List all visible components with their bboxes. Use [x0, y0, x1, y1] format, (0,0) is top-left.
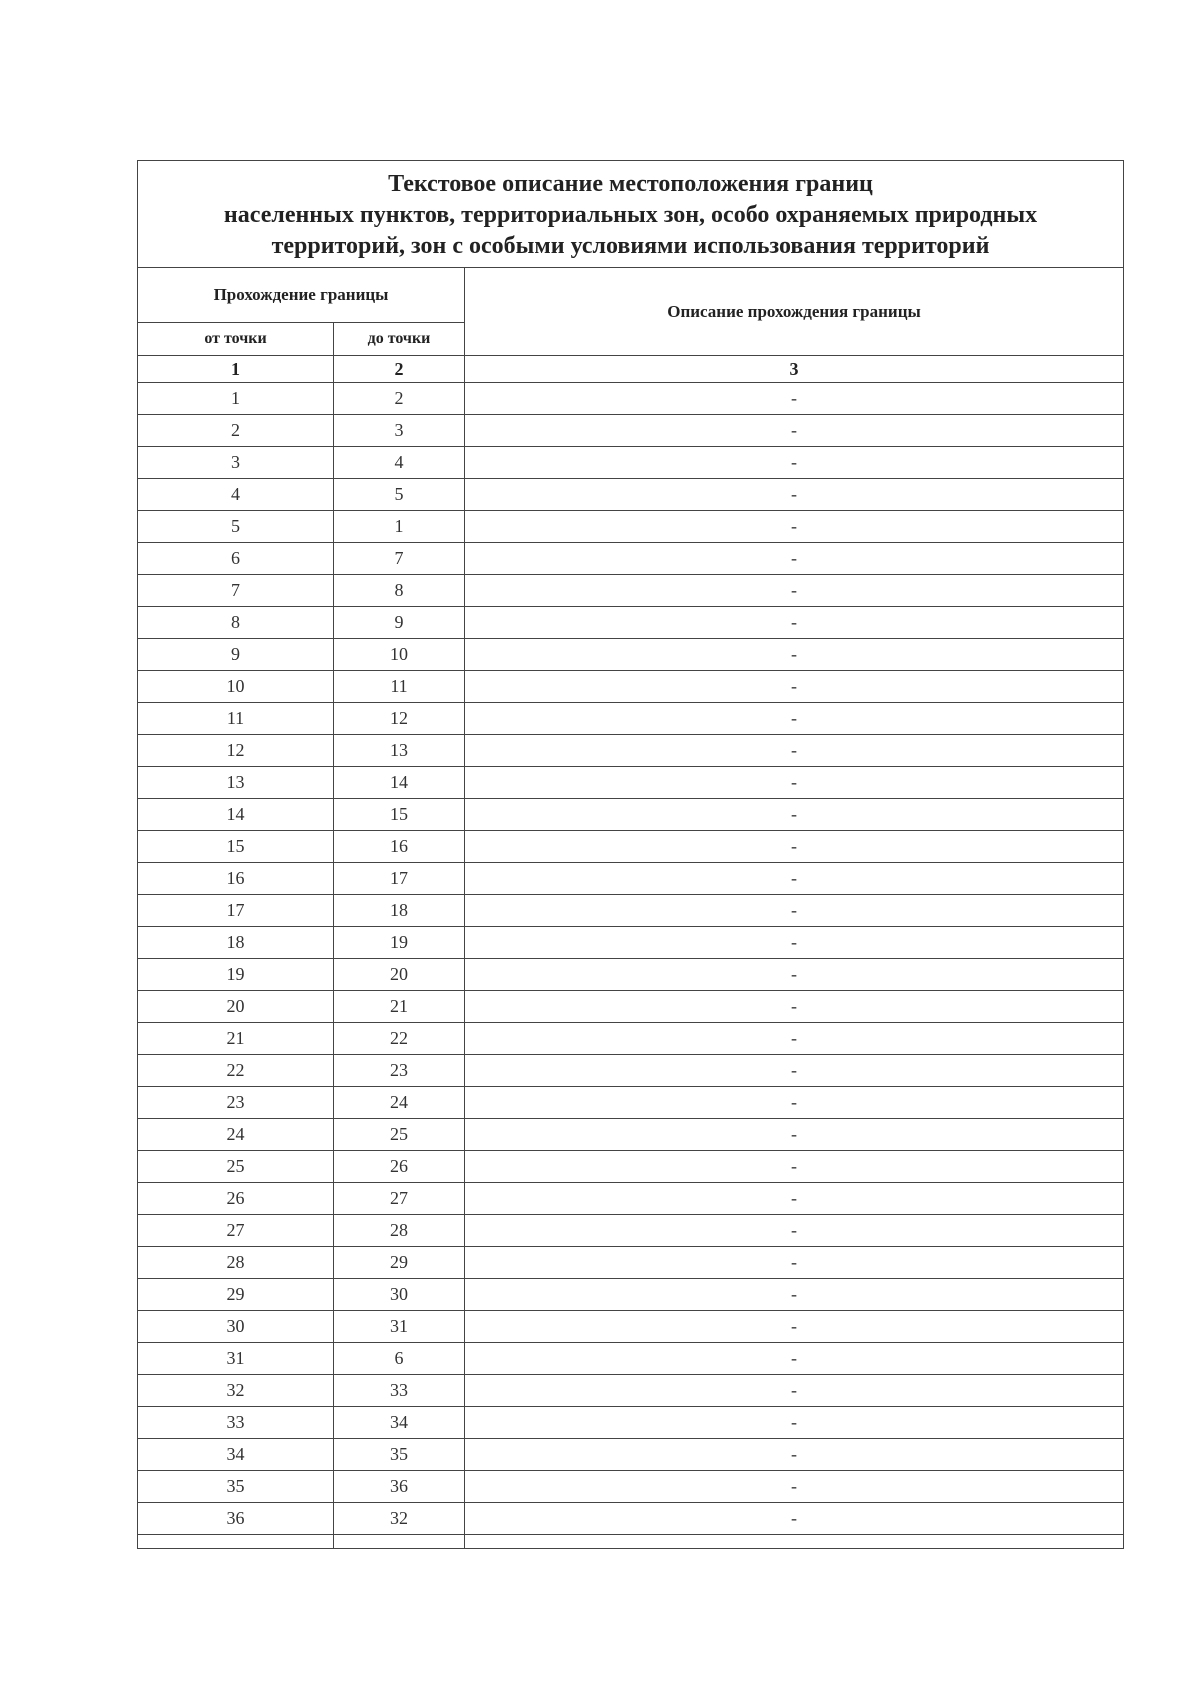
description-cell: -	[465, 543, 1124, 575]
from-point-cell: 20	[138, 991, 334, 1023]
description-cell: -	[465, 767, 1124, 799]
to-point-cell: 2	[334, 383, 465, 415]
to-point-cell: 25	[334, 1119, 465, 1151]
description-cell: -	[465, 799, 1124, 831]
to-point-cell: 16	[334, 831, 465, 863]
to-point-cell: 3	[334, 415, 465, 447]
header-boundary-passage: Прохождение границы	[138, 268, 465, 323]
to-point-cell: 26	[334, 1151, 465, 1183]
from-point-cell: 2	[138, 415, 334, 447]
to-point-cell: 12	[334, 703, 465, 735]
from-point-cell: 17	[138, 895, 334, 927]
description-cell: -	[465, 479, 1124, 511]
empty-row	[138, 1535, 1124, 1549]
to-point-cell: 33	[334, 1375, 465, 1407]
table-row	[138, 767, 1124, 799]
to-point-cell: 8	[334, 575, 465, 607]
from-point-cell: 16	[138, 863, 334, 895]
description-cell: -	[465, 511, 1124, 543]
column-number: 3	[465, 356, 1124, 383]
description-cell: -	[465, 1183, 1124, 1215]
to-point-cell: 34	[334, 1407, 465, 1439]
description-cell: -	[465, 895, 1124, 927]
from-point-cell: 36	[138, 1503, 334, 1535]
from-point-cell: 34	[138, 1439, 334, 1471]
description-cell: -	[465, 1343, 1124, 1375]
description-cell: -	[465, 607, 1124, 639]
description-cell: -	[465, 1087, 1124, 1119]
to-point-cell: 29	[334, 1247, 465, 1279]
to-point-cell: 17	[334, 863, 465, 895]
description-cell: -	[465, 447, 1124, 479]
table-row	[138, 607, 1124, 639]
from-point-cell: 27	[138, 1215, 334, 1247]
to-point-cell: 9	[334, 607, 465, 639]
to-point-cell: 20	[334, 959, 465, 991]
table-row	[138, 927, 1124, 959]
table-row	[138, 639, 1124, 671]
description-cell: -	[465, 1311, 1124, 1343]
from-point-cell: 13	[138, 767, 334, 799]
to-point-cell: 30	[334, 1279, 465, 1311]
description-cell: -	[465, 1215, 1124, 1247]
from-point-cell: 1	[138, 383, 334, 415]
table-row	[138, 447, 1124, 479]
header-to-point: до точки	[334, 323, 465, 356]
from-point-cell: 35	[138, 1471, 334, 1503]
column-number: 2	[334, 356, 465, 383]
description-cell: -	[465, 831, 1124, 863]
table-row	[138, 1343, 1124, 1375]
table-title	[138, 161, 1124, 268]
table-row	[138, 1215, 1124, 1247]
description-cell: -	[465, 1151, 1124, 1183]
to-point-cell: 36	[334, 1471, 465, 1503]
from-point-cell: 18	[138, 927, 334, 959]
from-point-cell: 30	[138, 1311, 334, 1343]
from-point-cell: 8	[138, 607, 334, 639]
table-row	[138, 383, 1124, 415]
to-point-cell: 4	[334, 447, 465, 479]
to-point-cell: 22	[334, 1023, 465, 1055]
from-point-cell: 10	[138, 671, 334, 703]
description-cell: -	[465, 1439, 1124, 1471]
description-cell: -	[465, 703, 1124, 735]
description-cell: -	[465, 575, 1124, 607]
to-point-cell: 31	[334, 1311, 465, 1343]
table-row	[138, 991, 1124, 1023]
to-point-cell: 5	[334, 479, 465, 511]
description-cell: -	[465, 959, 1124, 991]
from-point-cell: 31	[138, 1343, 334, 1375]
to-point-cell: 23	[334, 1055, 465, 1087]
from-point-cell: 24	[138, 1119, 334, 1151]
description-cell: -	[465, 1503, 1124, 1535]
from-point-cell: 15	[138, 831, 334, 863]
table-row	[138, 511, 1124, 543]
table-row	[138, 415, 1124, 447]
from-point-cell: 22	[138, 1055, 334, 1087]
table-row	[138, 1375, 1124, 1407]
to-point-cell: 15	[334, 799, 465, 831]
to-point-cell: 27	[334, 1183, 465, 1215]
description-cell: -	[465, 927, 1124, 959]
from-point-cell: 6	[138, 543, 334, 575]
empty-cell	[334, 1535, 465, 1549]
description-cell: -	[465, 1375, 1124, 1407]
description-cell: -	[465, 1055, 1124, 1087]
title-line: Текстовое описание местоположения границ	[388, 170, 873, 197]
to-point-cell: 6	[334, 1343, 465, 1375]
column-number: 1	[138, 356, 334, 383]
from-point-cell: 9	[138, 639, 334, 671]
from-point-cell: 12	[138, 735, 334, 767]
description-cell: -	[465, 415, 1124, 447]
to-point-cell: 18	[334, 895, 465, 927]
to-point-cell: 14	[334, 767, 465, 799]
description-cell: -	[465, 639, 1124, 671]
from-point-cell: 7	[138, 575, 334, 607]
to-point-cell: 1	[334, 511, 465, 543]
description-cell: -	[465, 1023, 1124, 1055]
description-cell: -	[465, 991, 1124, 1023]
description-cell: -	[465, 1407, 1124, 1439]
to-point-cell: 13	[334, 735, 465, 767]
table-row	[138, 671, 1124, 703]
table-row	[138, 799, 1124, 831]
title-line: населенных пунктов, территориальных зон, особо охраняемых природных	[223, 201, 1038, 228]
table-row	[138, 1439, 1124, 1471]
to-point-cell: 11	[334, 671, 465, 703]
empty-cell	[138, 1535, 334, 1549]
table-row	[138, 895, 1124, 927]
to-point-cell: 35	[334, 1439, 465, 1471]
from-point-cell: 14	[138, 799, 334, 831]
from-point-cell: 33	[138, 1407, 334, 1439]
title-line: территорий, зон с особыми условиями использования территорий	[271, 232, 990, 259]
from-point-cell: 28	[138, 1247, 334, 1279]
from-point-cell: 3	[138, 447, 334, 479]
to-point-cell: 28	[334, 1215, 465, 1247]
header-description: Описание прохождения границы	[465, 268, 1124, 356]
description-cell: -	[465, 383, 1124, 415]
to-point-cell: 19	[334, 927, 465, 959]
description-cell: -	[465, 1119, 1124, 1151]
to-point-cell: 7	[334, 543, 465, 575]
boundary-description-table	[137, 160, 1124, 1549]
from-point-cell: 4	[138, 479, 334, 511]
table-row	[138, 575, 1124, 607]
document-page	[137, 160, 1124, 1549]
from-point-cell: 11	[138, 703, 334, 735]
table-row	[138, 959, 1124, 991]
table-row	[138, 831, 1124, 863]
from-point-cell: 23	[138, 1087, 334, 1119]
table-row	[138, 1151, 1124, 1183]
description-cell: -	[465, 863, 1124, 895]
table-row	[138, 703, 1124, 735]
from-point-cell: 21	[138, 1023, 334, 1055]
table-row	[138, 1471, 1124, 1503]
table-row	[138, 543, 1124, 575]
from-point-cell: 5	[138, 511, 334, 543]
table-row	[138, 1119, 1124, 1151]
empty-cell	[465, 1535, 1124, 1549]
description-cell: -	[465, 671, 1124, 703]
description-cell: -	[465, 735, 1124, 767]
table-row	[138, 735, 1124, 767]
table-row	[138, 1311, 1124, 1343]
from-point-cell: 26	[138, 1183, 334, 1215]
description-cell: -	[465, 1471, 1124, 1503]
table-row	[138, 1055, 1124, 1087]
table-row	[138, 863, 1124, 895]
from-point-cell: 32	[138, 1375, 334, 1407]
from-point-cell: 29	[138, 1279, 334, 1311]
table-row	[138, 1407, 1124, 1439]
table-row	[138, 479, 1124, 511]
to-point-cell: 24	[334, 1087, 465, 1119]
table-row	[138, 1023, 1124, 1055]
from-point-cell: 25	[138, 1151, 334, 1183]
table-row	[138, 1183, 1124, 1215]
to-point-cell: 10	[334, 639, 465, 671]
to-point-cell: 32	[334, 1503, 465, 1535]
table-row	[138, 1087, 1124, 1119]
to-point-cell: 21	[334, 991, 465, 1023]
table-row	[138, 1503, 1124, 1535]
from-point-cell: 19	[138, 959, 334, 991]
description-cell: -	[465, 1247, 1124, 1279]
description-cell: -	[465, 1279, 1124, 1311]
header-from-point: от точки	[138, 323, 334, 356]
table-row	[138, 1247, 1124, 1279]
table-row	[138, 1279, 1124, 1311]
